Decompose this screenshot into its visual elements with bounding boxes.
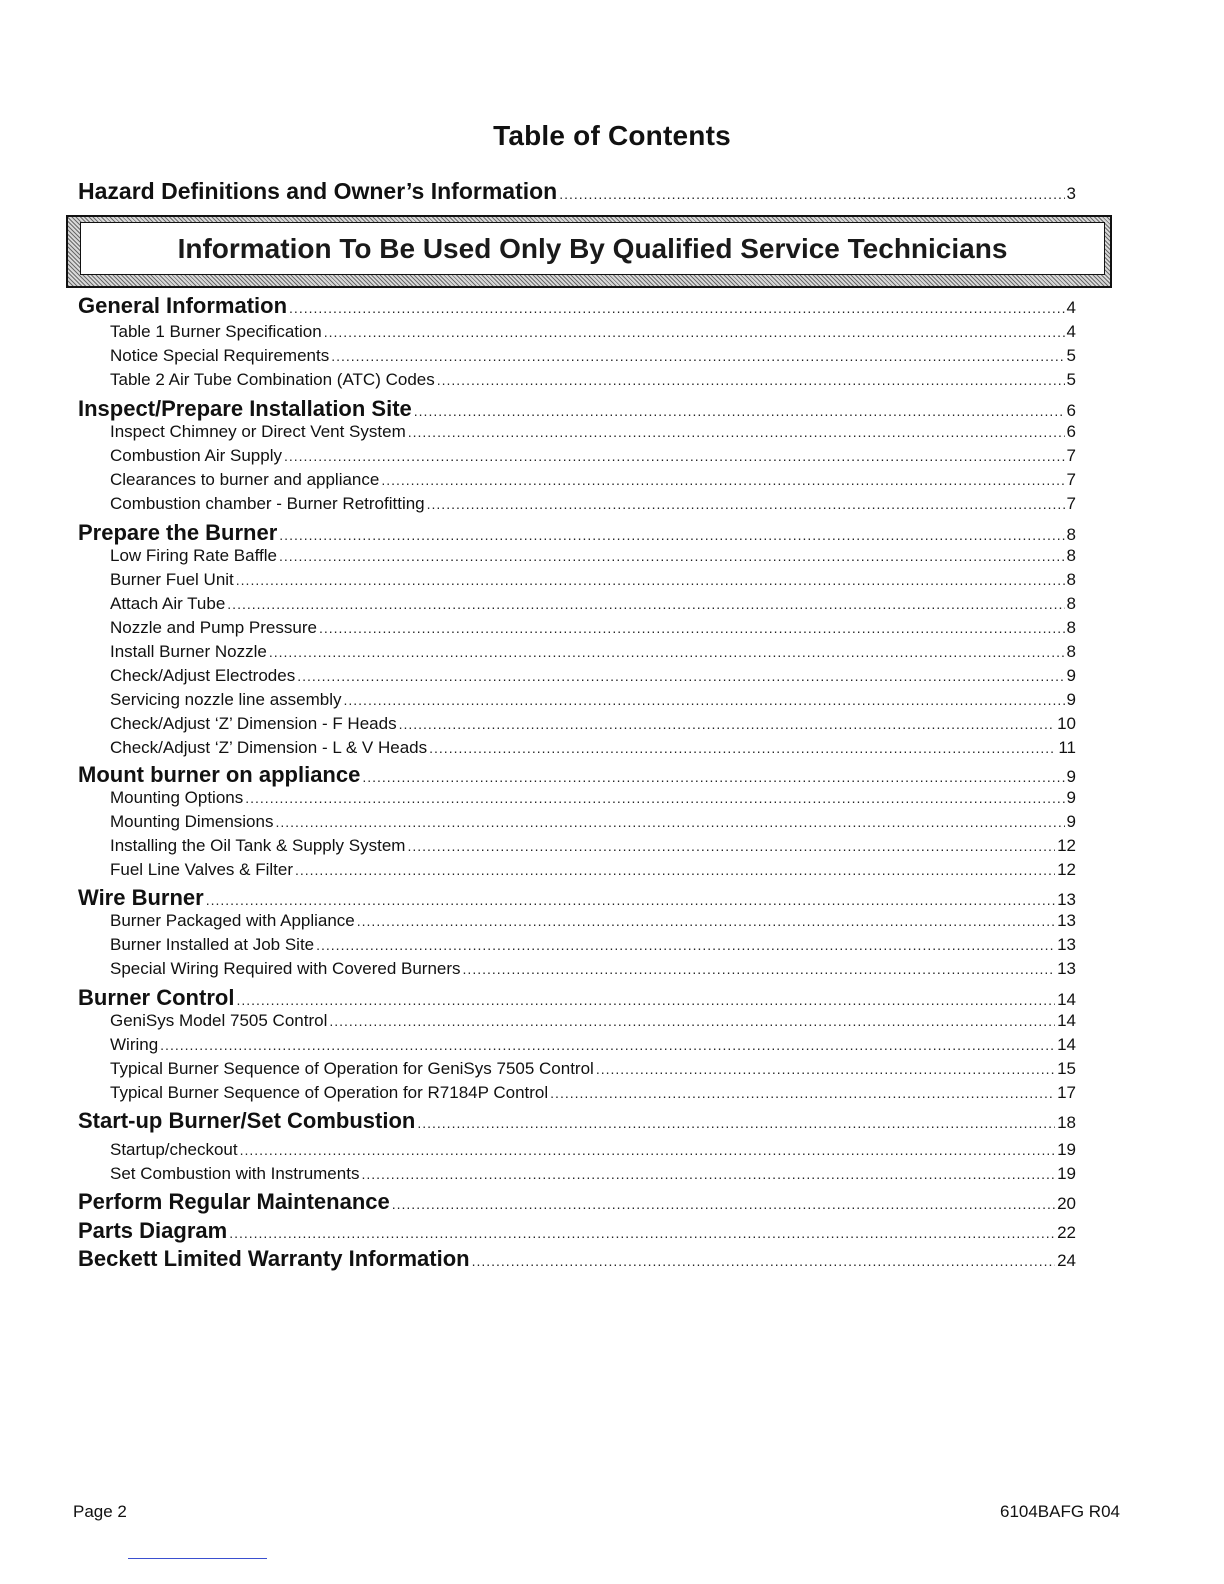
toc-item-page: 6 <box>1066 422 1076 441</box>
toc-item-label: Startup/checkout <box>110 1140 238 1159</box>
toc-item-label: Burner Fuel Unit <box>110 570 234 589</box>
toc-item[interactable] <box>110 1140 1076 1160</box>
toc-item-label: Check/Adjust Electrodes <box>110 666 296 685</box>
toc-item-label: Inspect Chimney or Direct Vent System <box>110 422 406 441</box>
toc-item-page: 5 <box>1066 370 1076 389</box>
toc-item-page: 12 <box>1057 860 1076 879</box>
toc-section[interactable] <box>78 396 1076 422</box>
toc-item-label: GeniSys Model 7505 Control <box>110 1011 328 1030</box>
toc-section[interactable] <box>78 1189 1076 1215</box>
toc-item-label: Notice Special Requirements <box>110 346 330 365</box>
dot-leader <box>408 424 1065 440</box>
dot-leader <box>295 862 1055 878</box>
toc-section[interactable] <box>78 762 1076 788</box>
toc-item-label: Fuel Line Valves & Filter <box>110 860 293 879</box>
toc-item-page: 12 <box>1057 836 1076 855</box>
toc-section-page: 9 <box>1066 767 1076 786</box>
toc-item[interactable] <box>110 546 1076 566</box>
dot-leader <box>427 496 1065 512</box>
toc-item-page: 11 <box>1058 738 1076 757</box>
dot-leader <box>463 961 1056 977</box>
toc-item[interactable] <box>110 1083 1076 1103</box>
toc-item-page: 9 <box>1066 690 1076 709</box>
toc-section-page: 24 <box>1057 1251 1076 1270</box>
toc-item-page: 7 <box>1066 446 1076 465</box>
dot-leader <box>316 937 1055 953</box>
dot-leader <box>289 300 1064 316</box>
toc-item-page: 8 <box>1066 642 1076 661</box>
toc-item-page: 7 <box>1066 470 1076 489</box>
toc-item-label: Clearances to burner and appliance <box>110 470 380 489</box>
toc-item-label: Installing the Oil Tank & Supply System <box>110 836 406 855</box>
toc-item[interactable] <box>110 911 1076 931</box>
toc-item-label: Low Firing Rate Baffle <box>110 546 277 565</box>
toc-item-page: 17 <box>1057 1083 1076 1102</box>
toc-item-label: Mounting Options <box>110 788 244 807</box>
toc-item[interactable] <box>110 788 1076 808</box>
dot-leader <box>245 790 1064 806</box>
toc-section-page: 8 <box>1066 525 1076 544</box>
dot-leader <box>227 596 1064 612</box>
toc-item[interactable] <box>110 860 1076 880</box>
dot-leader <box>361 1166 1055 1182</box>
toc-item-page: 9 <box>1066 666 1076 685</box>
dot-leader <box>331 348 1064 364</box>
dot-leader <box>407 838 1055 854</box>
toc-section-title: Wire Burner <box>78 885 204 910</box>
toc-item-page: 7 <box>1066 494 1076 513</box>
toc-section-page: 4 <box>1066 298 1076 317</box>
dot-leader <box>284 448 1065 464</box>
toc-item-page: 14 <box>1057 1011 1076 1030</box>
toc-item-page: 8 <box>1066 546 1076 565</box>
dot-leader <box>362 769 1064 785</box>
toc-item[interactable] <box>110 812 1076 832</box>
toc-item[interactable] <box>110 738 1076 758</box>
toc-item-page: 10 <box>1057 714 1076 733</box>
toc-section-title: Mount burner on appliance <box>78 762 361 787</box>
page-title: Table of Contents <box>493 120 731 151</box>
toc-item-label: Combustion chamber - Burner Retrofitting <box>110 494 425 513</box>
toc-section-title: Perform Regular Maintenance <box>78 1189 390 1214</box>
document-code: 6104BAFG R04 <box>999 1502 1120 1521</box>
toc-item-page: 4 <box>1066 322 1076 341</box>
toc-section-page: 22 <box>1057 1223 1076 1242</box>
dot-leader <box>160 1037 1055 1053</box>
toc-item-label: Check/Adjust ‘Z’ Dimension - F Heads <box>110 714 397 733</box>
toc-item[interactable] <box>110 494 1076 514</box>
toc-item-page: 13 <box>1057 959 1076 978</box>
toc-section-title: Burner Control <box>78 985 235 1010</box>
dot-leader <box>596 1061 1055 1077</box>
toc-section[interactable] <box>78 1108 1076 1134</box>
toc-section[interactable] <box>78 985 1076 1011</box>
dot-leader <box>297 668 1064 684</box>
toc-section[interactable] <box>78 885 1076 911</box>
toc-item-label: Attach Air Tube <box>110 594 226 613</box>
toc-item-page: 8 <box>1066 594 1076 613</box>
toc-section-title: Start-up Burner/Set Combustion <box>78 1108 416 1133</box>
toc-item-page: 19 <box>1057 1164 1076 1183</box>
toc-item[interactable] <box>110 1164 1076 1184</box>
toc-item-label: Mounting Dimensions <box>110 812 274 831</box>
toc-item[interactable] <box>110 570 1076 590</box>
dot-leader <box>392 1196 1055 1212</box>
toc-item[interactable] <box>110 714 1076 734</box>
toc-item[interactable] <box>110 370 1076 390</box>
dot-leader <box>344 692 1065 708</box>
dot-leader <box>559 186 1064 202</box>
dot-leader <box>472 1253 1056 1269</box>
banner-text: Information To Be Used Only By Qualified Service Technicians <box>80 222 1105 275</box>
toc-item-page: 9 <box>1066 812 1076 831</box>
toc-section-title: Parts Diagram <box>78 1218 228 1243</box>
dot-leader <box>429 740 1056 756</box>
toc-section-title: General Information <box>78 293 288 318</box>
dot-leader <box>206 892 1055 908</box>
page-number: Page 2 <box>73 1502 127 1521</box>
toc-section-title: Inspect/Prepare Installation Site <box>78 396 412 421</box>
dot-leader <box>269 644 1065 660</box>
toc-item-label: Nozzle and Pump Pressure <box>110 618 317 637</box>
toc-item[interactable] <box>110 666 1076 686</box>
toc-item[interactable] <box>110 1011 1076 1031</box>
toc-item[interactable] <box>110 422 1076 442</box>
toc-item[interactable] <box>110 690 1076 710</box>
toc-item-page: 19 <box>1057 1140 1076 1159</box>
toc-item-label: Combustion Air Supply <box>110 446 282 465</box>
toc-item-label: Typical Burner Sequence of Operation for R7184P Control <box>110 1083 549 1102</box>
toc-section-title: Beckett Limited Warranty Information <box>78 1246 470 1271</box>
toc-item[interactable] <box>110 322 1076 342</box>
dot-leader <box>417 1115 1055 1131</box>
dot-leader <box>240 1142 1056 1158</box>
divider <box>128 1558 267 1559</box>
dot-leader <box>324 324 1065 340</box>
toc-item-page: 14 <box>1057 1035 1076 1054</box>
toc-item-label: Install Burner Nozzle <box>110 642 267 661</box>
dot-leader <box>229 1225 1055 1241</box>
toc-item[interactable] <box>110 594 1076 614</box>
toc-item[interactable] <box>110 642 1076 662</box>
toc-item-label: Burner Packaged with Appliance <box>110 911 355 930</box>
toc-entry-hazard[interactable] <box>78 178 1076 205</box>
toc-item-label: Servicing nozzle line assembly <box>110 690 342 709</box>
toc-item-label: Wiring <box>110 1035 159 1054</box>
toc-item-page: 8 <box>1066 570 1076 589</box>
toc-item[interactable] <box>110 470 1076 490</box>
dot-leader <box>319 620 1065 636</box>
dot-leader <box>236 572 1065 588</box>
toc-item[interactable] <box>110 935 1076 955</box>
dot-leader <box>550 1085 1055 1101</box>
toc-item-label: Set Combustion with Instruments <box>110 1164 360 1183</box>
toc-section-page: 14 <box>1057 990 1076 1009</box>
toc-item[interactable] <box>110 959 1076 979</box>
toc-item[interactable] <box>110 1035 1076 1055</box>
toc-entry-label: Hazard Definitions and Owner’s Information <box>78 178 558 204</box>
dot-leader <box>329 1013 1055 1029</box>
toc-item-page: 5 <box>1066 346 1076 365</box>
dot-leader <box>236 992 1055 1008</box>
qualified-technicians-banner <box>66 215 1112 288</box>
toc-section-title: Prepare the Burner <box>78 520 278 545</box>
toc-item-label: Table 1 Burner Specification <box>110 322 322 341</box>
dot-leader <box>357 913 1055 929</box>
toc-item-label: Table 2 Air Tube Combination (ATC) Codes <box>110 370 435 389</box>
dot-leader <box>414 403 1065 419</box>
toc-item-page: 15 <box>1057 1059 1076 1078</box>
toc-item[interactable] <box>110 346 1076 366</box>
toc-item[interactable] <box>110 618 1076 638</box>
toc-section-page: 6 <box>1066 401 1076 420</box>
toc-section-page: 18 <box>1057 1113 1076 1132</box>
toc-section[interactable] <box>78 520 1076 546</box>
toc-item[interactable] <box>110 446 1076 466</box>
toc-section[interactable] <box>78 293 1076 319</box>
toc-item-label: Check/Adjust ‘Z’ Dimension - L & V Heads <box>110 738 428 757</box>
toc-entry-page: 3 <box>1066 184 1076 203</box>
dot-leader <box>275 814 1064 830</box>
dot-leader <box>279 527 1064 543</box>
dot-leader <box>399 716 1056 732</box>
dot-leader <box>279 548 1065 564</box>
toc-item-label: Typical Burner Sequence of Operation for GeniSys 7505 Control <box>110 1059 594 1078</box>
toc-section[interactable] <box>78 1246 1076 1272</box>
toc-item-page: 13 <box>1057 911 1076 930</box>
toc-item[interactable] <box>110 836 1076 856</box>
toc-item-page: 8 <box>1066 618 1076 637</box>
toc-section-page: 13 <box>1057 890 1076 909</box>
toc-item[interactable] <box>110 1059 1076 1079</box>
toc-section-page: 20 <box>1057 1194 1076 1213</box>
toc-item-page: 13 <box>1057 935 1076 954</box>
toc-item-label: Special Wiring Required with Covered Burners <box>110 959 461 978</box>
dot-leader <box>437 372 1065 388</box>
dot-leader <box>381 472 1064 488</box>
toc-section[interactable] <box>78 1218 1076 1244</box>
toc-item-page: 9 <box>1066 788 1076 807</box>
toc-item-label: Burner Installed at Job Site <box>110 935 315 954</box>
